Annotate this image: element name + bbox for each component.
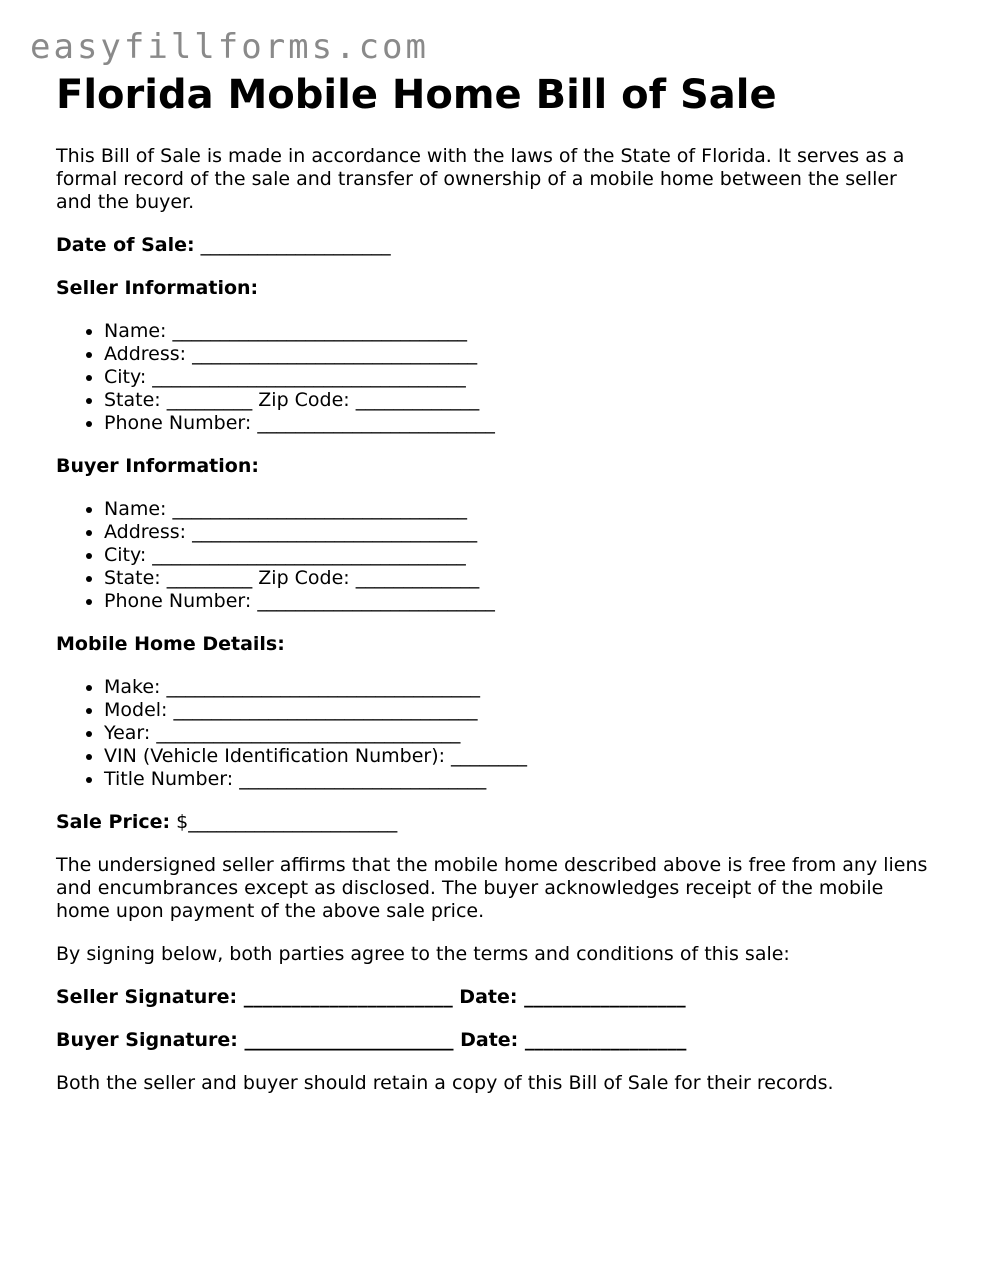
- seller-phone-field[interactable]: • Phone Number: _________________________: [104, 412, 936, 435]
- seller-state-zip-field[interactable]: • State: _________ Zip Code: _____________: [104, 389, 936, 412]
- seller-name-field[interactable]: • Name: _______________________________: [104, 320, 936, 343]
- mobile-home-section-heading: Mobile Home Details:: [56, 633, 285, 655]
- mobile-home-details-list: [56, 676, 936, 791]
- retain-note: Both the seller and buyer should retain a copy of this Bill of Sale for their records.: [56, 1072, 834, 1094]
- intro-paragraph: This Bill of Sale is made in accordance with the laws of the State of Florida. It serves as a formal record of the sale and transfer of ownership of a mobile home between the seller and the buyer.: [56, 145, 905, 213]
- seller-info-list: [56, 320, 936, 435]
- affirmation-paragraph: The undersigned seller affirms that the mobile home described above is free from any liens and encumbrances except as disclosed. The buyer acknowledges receipt of the mobile home upon payment of the above sale price.: [56, 854, 928, 922]
- buyer-signature-text[interactable]: Buyer Signature: ______________________ Date: _________________: [56, 1029, 687, 1051]
- seller-city-field[interactable]: • City: _________________________________: [104, 366, 936, 389]
- watermark: easyfillforms.com: [30, 27, 429, 67]
- seller-address-field[interactable]: • Address: ______________________________: [104, 343, 936, 366]
- buyer-city-field[interactable]: • City: _________________________________: [104, 544, 936, 567]
- title-number-field[interactable]: • Title Number: __________________________: [104, 768, 936, 791]
- date-of-sale-label: Date of Sale:: [56, 234, 195, 256]
- buyer-state-zip-field[interactable]: • State: _________ Zip Code: _____________: [104, 567, 936, 590]
- date-of-sale-blank[interactable]: ____________________: [194, 234, 391, 256]
- year-field[interactable]: • Year: ________________________________: [104, 722, 936, 745]
- page-title: Florida Mobile Home Bill of Sale: [56, 72, 777, 118]
- buyer-address-field[interactable]: • Address: ______________________________: [104, 521, 936, 544]
- sale-price-label: Sale Price:: [56, 811, 171, 833]
- buyer-info-list: [56, 498, 936, 613]
- seller-signature-text[interactable]: Seller Signature: ______________________ Date: _________________: [56, 986, 686, 1008]
- document-body: [56, 72, 936, 1095]
- buyer-signature-line[interactable]: [56, 1029, 936, 1052]
- model-field[interactable]: • Model: ________________________________: [104, 699, 936, 722]
- vin-field[interactable]: • VIN (Vehicle Identification Number): ________: [104, 745, 936, 768]
- buyer-phone-field[interactable]: • Phone Number: _________________________: [104, 590, 936, 613]
- buyer-name-field[interactable]: • Name: _______________________________: [104, 498, 936, 521]
- make-field[interactable]: • Make: _________________________________: [104, 676, 936, 699]
- sale-price-field: [56, 811, 936, 834]
- agreement-paragraph: By signing below, both parties agree to the terms and conditions of this sale:: [56, 943, 790, 965]
- sale-price-blank[interactable]: $______________________: [170, 811, 398, 833]
- date-of-sale-field: [56, 234, 936, 257]
- seller-section-heading: Seller Information:: [56, 277, 259, 299]
- seller-signature-line[interactable]: [56, 986, 936, 1009]
- buyer-section-heading: Buyer Information:: [56, 455, 259, 477]
